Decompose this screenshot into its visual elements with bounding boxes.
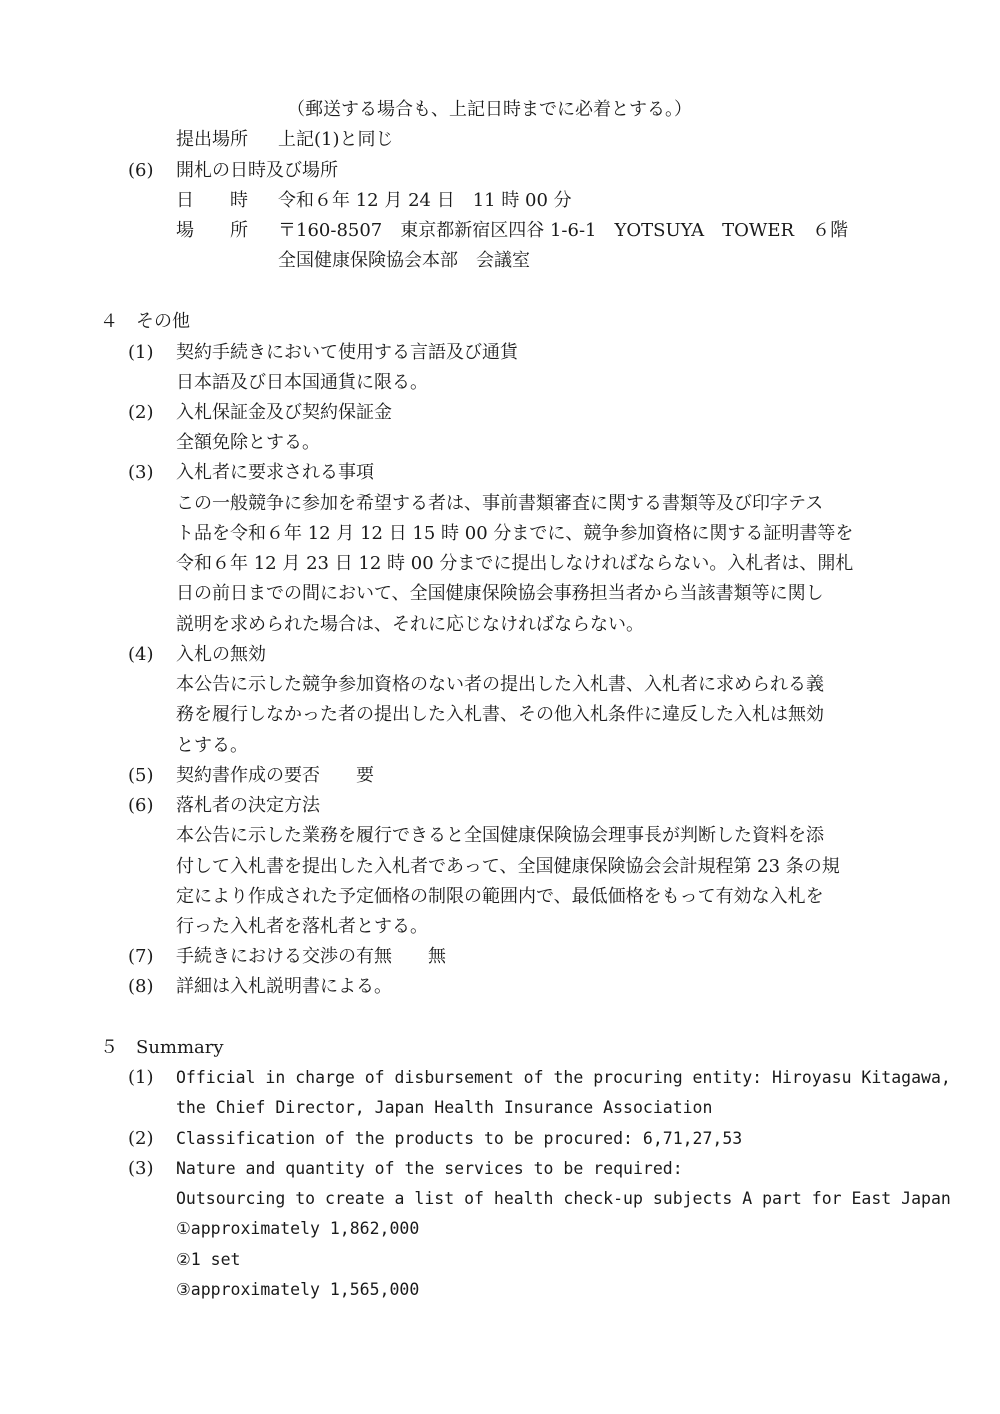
summary-line: Official in charge of disbursement of the procuring entity: Hiroyasu Kitagawa,: [176, 1068, 951, 1087]
item-title: 入札者に要求される事項: [176, 462, 374, 483]
item-number: (1): [128, 342, 154, 363]
place-value-line-2: 全国健康保険協会本部 会議室: [278, 250, 530, 271]
item-title: 契約書作成の要否 要: [176, 765, 374, 786]
section-4-heading: ４ その他: [100, 311, 190, 332]
place-label: 場 所: [176, 220, 248, 241]
summary-line: Classification of the products to be procured: 6,71,27,53: [176, 1129, 743, 1148]
item-body-line: 日の前日までの間において、全国健康保険協会事務担当者から当該書類等に関し: [176, 583, 824, 604]
item-number: (2): [128, 1128, 154, 1149]
item-body-line: とする。: [176, 735, 248, 756]
item-number: (4): [128, 644, 154, 665]
summary-line: ③approximately 1,565,000: [176, 1280, 420, 1299]
date-value: 令和６年 12 月 24 日 11 時 00 分: [278, 190, 572, 211]
item-body-line: 令和６年 12 月 23 日 12 時 00 分までに提出しなければならない。入札者は、開札: [176, 553, 854, 574]
item-body-line: ト品を令和６年 12 月 12 日 15 時 00 分までに、競争参加資格に関する証明書等を: [176, 523, 854, 544]
item-number: (1): [128, 1067, 154, 1088]
item-number: (5): [128, 765, 154, 786]
item-number: (6): [128, 160, 154, 181]
item-body-line: 本公告に示した競争参加資格のない者の提出した入札書、入札者に求められる義: [176, 674, 824, 695]
item-number: (6): [128, 795, 154, 816]
submit-place-value: 上記(1)と同じ: [278, 129, 394, 150]
summary-line: the Chief Director, Japan Health Insurance Association: [176, 1098, 713, 1117]
item-number: (2): [128, 402, 154, 423]
item-title: 契約手続きにおいて使用する言語及び通貨: [176, 342, 518, 363]
item-title: 入札の無効: [176, 644, 266, 665]
item-body-line: この一般競争に参加を希望する者は、事前書類審査に関する書類等及び印字テス: [176, 493, 824, 514]
mailing-note: （郵送する場合も、上記日時までに必着とする。）: [287, 99, 692, 120]
item-body-line: 務を履行しなかった者の提出した入札書、その他入札条件に違反した入札は無効: [176, 704, 824, 725]
item-number: (7): [128, 946, 154, 967]
section-5-heading: ５ Summary: [100, 1037, 224, 1058]
submit-place-label: 提出場所: [176, 129, 248, 150]
date-label: 日 時: [176, 190, 248, 211]
item-number: (3): [128, 462, 154, 483]
place-value-line-1: 〒160-8507 東京都新宿区四谷 1-6-1 YOTSUYA TOWER ６階: [278, 220, 849, 241]
item-body-line: 日本語及び日本国通貨に限る。: [176, 372, 428, 393]
item-body-line: 付して入札書を提出した入札者であって、全国健康保険協会会計規程第 23 条の規: [176, 856, 840, 877]
item-number: (8): [128, 976, 154, 997]
item-body-line: 全額免除とする。: [176, 432, 320, 453]
item-body-line: 本公告に示した業務を履行できると全国健康保険協会理事長が判断した資料を添: [176, 825, 824, 846]
summary-line: Nature and quantity of the services to be required:: [176, 1159, 683, 1178]
item-number: (3): [128, 1158, 154, 1179]
item-body-line: 行った入札者を落札者とする。: [176, 916, 428, 937]
item-title: 開札の日時及び場所: [176, 160, 338, 181]
item-title: 手続きにおける交渉の有無 無: [176, 946, 446, 967]
item-body-line: 定により作成された予定価格の制限の範囲内で、最低価格をもって有効な入札を: [176, 886, 824, 907]
summary-line: Outsourcing to create a list of health check-up subjects A part for East Japan: [176, 1189, 951, 1208]
summary-line: ①approximately 1,862,000: [176, 1219, 420, 1238]
item-title: 落札者の決定方法: [176, 795, 320, 816]
summary-line: ②1 set: [176, 1250, 241, 1269]
item-title: 詳細は入札説明書による。: [176, 976, 392, 997]
item-body-line: 説明を求められた場合は、それに応じなければならない。: [176, 614, 644, 635]
item-title: 入札保証金及び契約保証金: [176, 402, 392, 423]
